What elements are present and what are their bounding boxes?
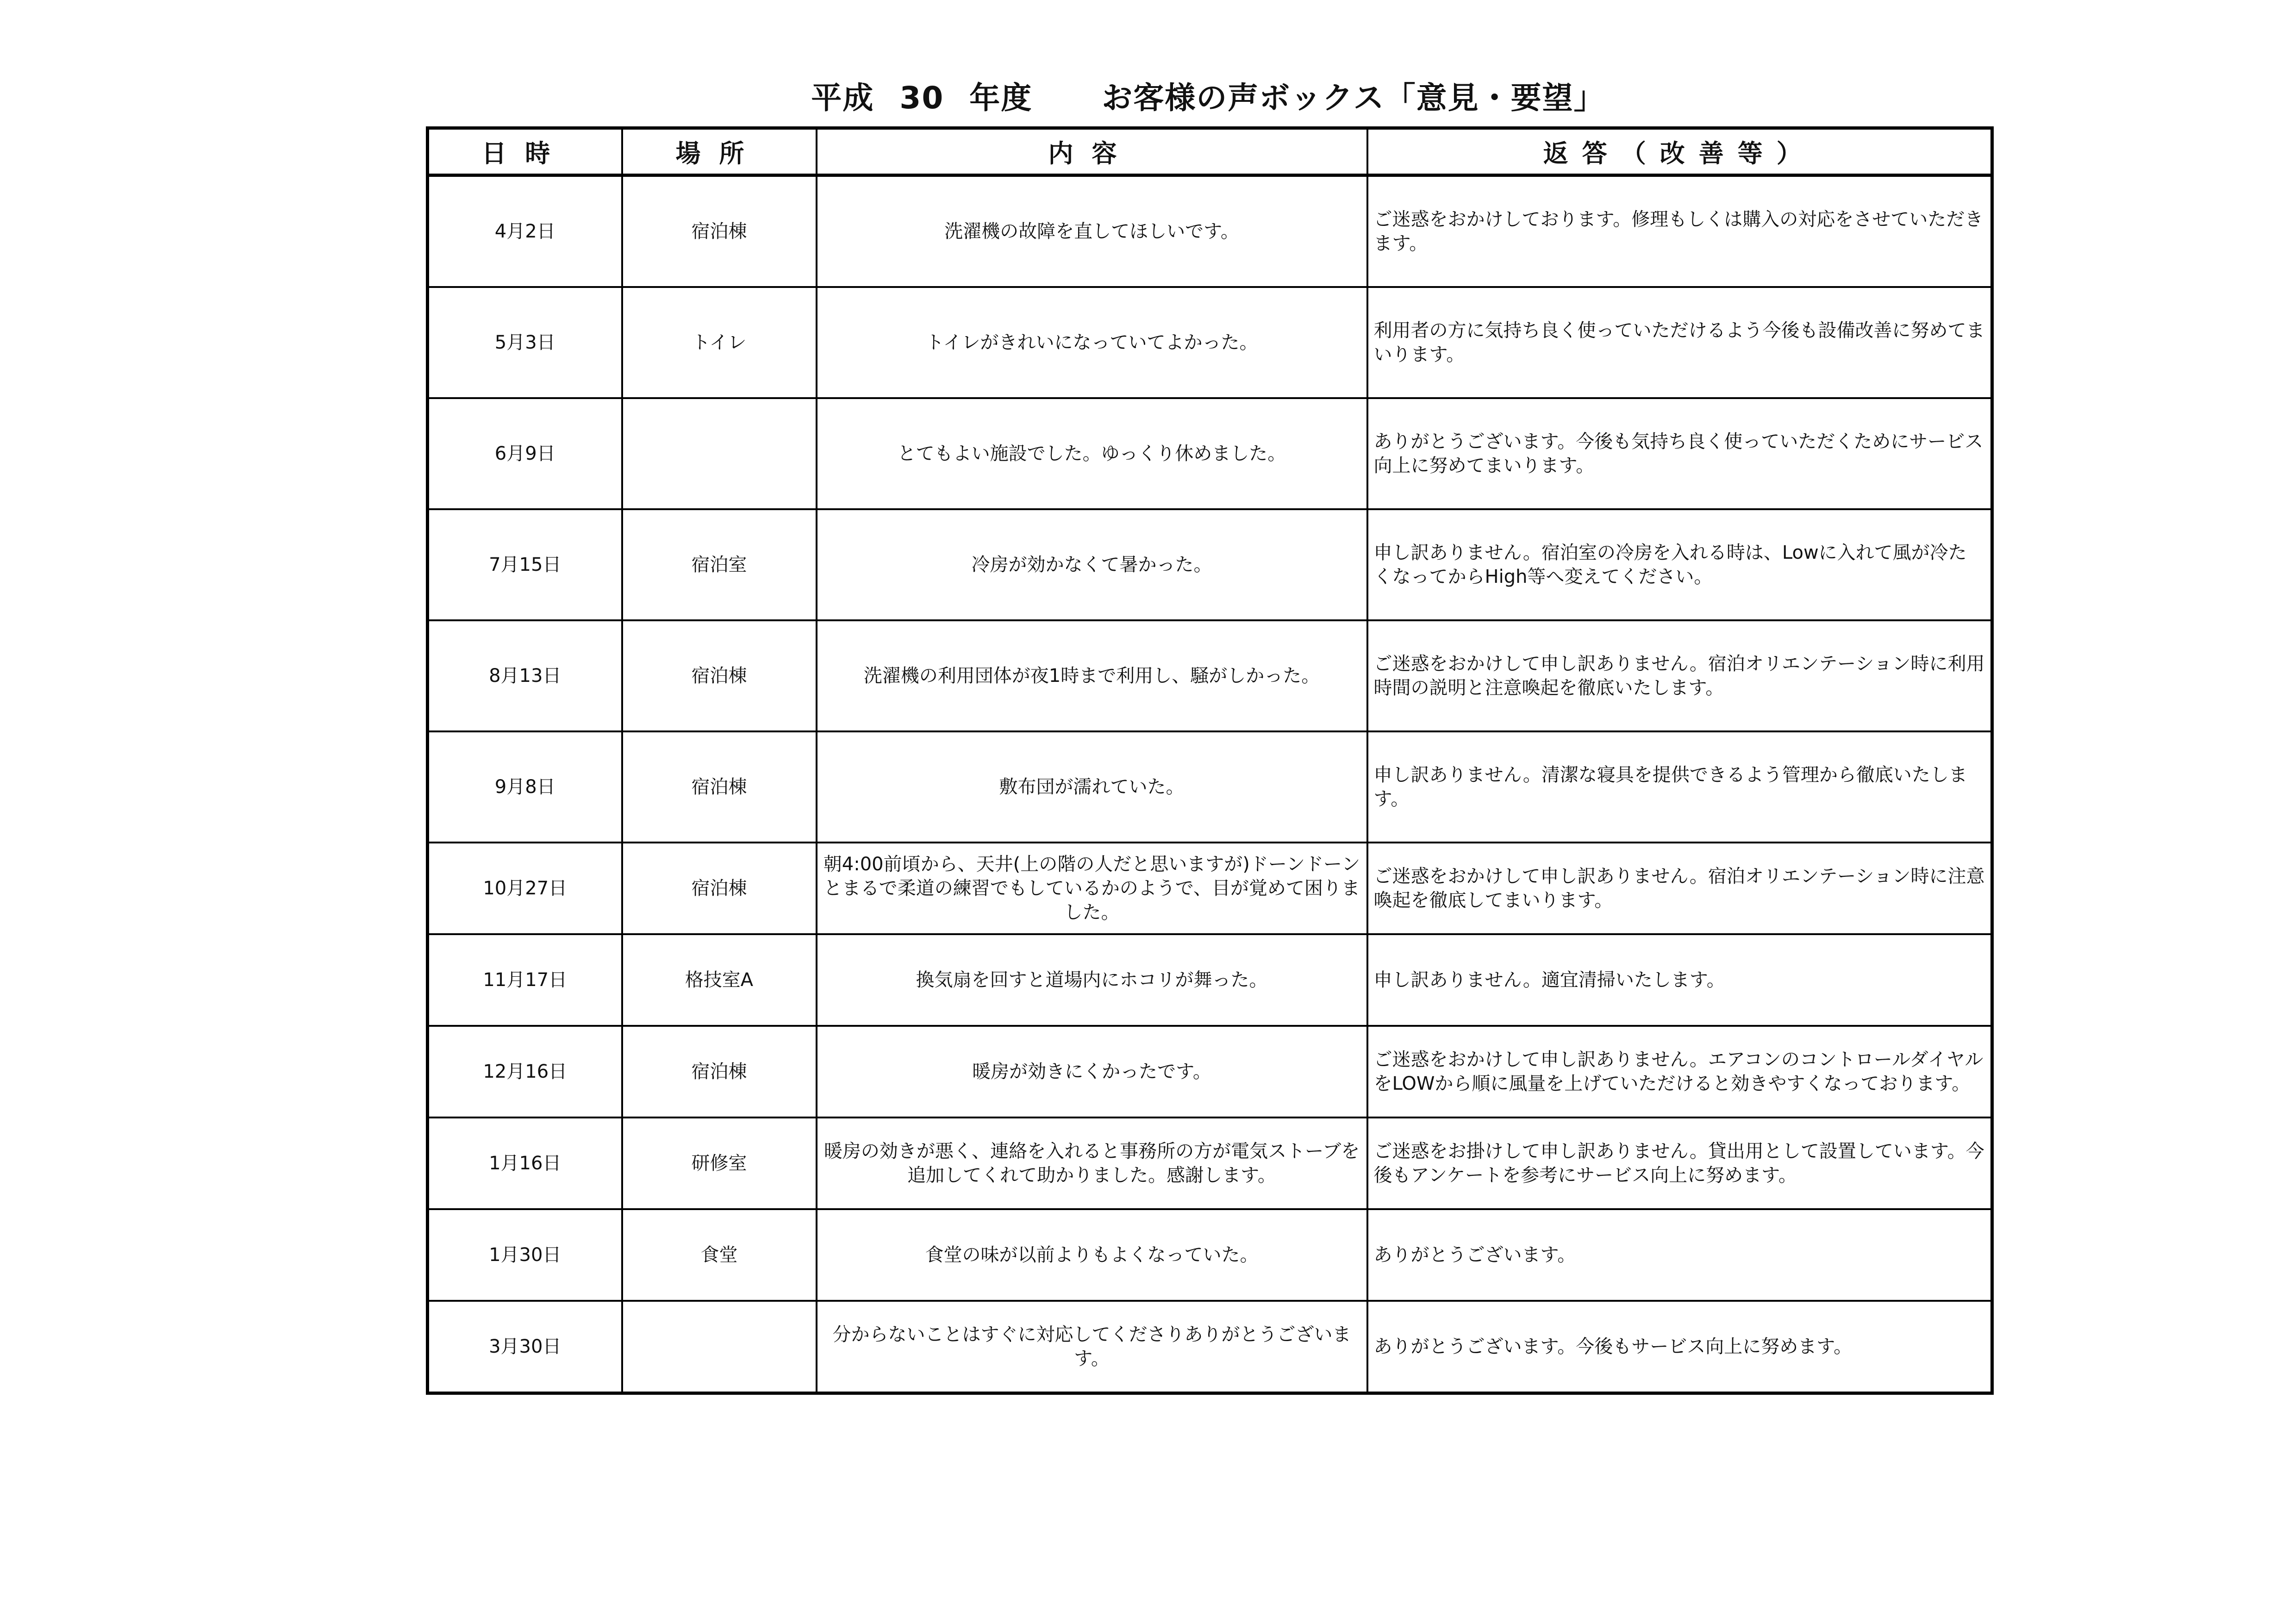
title-text: お客様の声ボックス「意見・要望」 <box>1102 80 1605 116</box>
row-date: 10月27日 <box>428 843 622 934</box>
row-reply: ご迷惑をお掛けして申し訳ありません。貸出用として設置しています。今後もアンケートを参考にサービス向上に努めます。 <box>1367 1117 1992 1209</box>
row-date: 4月2日 <box>428 175 622 287</box>
row-date: 3月30日 <box>428 1301 622 1393</box>
row-content: 朝4:00前頃から、天井(上の階の人だと思いますが)ドーンドーンとまるで柔道の練習でもしているかのようで、目が覚めて困りました。 <box>817 843 1367 934</box>
row-content: トイレがきれいになっていてよかった。 <box>817 287 1367 398</box>
row-place: 宿泊棟 <box>622 1026 817 1117</box>
table-row <box>428 620 1992 731</box>
row-reply: 申し訳ありません。適宜清掃いたします。 <box>1367 934 1992 1026</box>
row-date: 1月30日 <box>428 1209 622 1301</box>
row-reply: ありがとうございます。今後も気持ち良く使っていただくためにサービス向上に努めてまいります。 <box>1367 398 1992 509</box>
table-row <box>428 731 1992 843</box>
table-row <box>428 509 1992 620</box>
header-row <box>428 128 1992 175</box>
table-row <box>428 1301 1992 1393</box>
row-place: 宿泊室 <box>622 509 817 620</box>
row-content: とてもよい施設でした。ゆっくり休めました。 <box>817 398 1367 509</box>
row-reply: 利用者の方に気持ち良く使っていただけるよう今後も設備改善に努めてまいります。 <box>1367 287 1992 398</box>
row-content: 食堂の味が以前よりもよくなっていた。 <box>817 1209 1367 1301</box>
row-place: 宿泊棟 <box>622 843 817 934</box>
row-reply: ありがとうございます。今後もサービス向上に努めます。 <box>1367 1301 1992 1393</box>
row-place: トイレ <box>622 287 817 398</box>
row-reply: ご迷惑をおかけしております。修理もしくは購入の対応をさせていただきます。 <box>1367 175 1992 287</box>
row-content: 分からないことはすぐに対応してくださりありがとうございます。 <box>817 1301 1367 1393</box>
row-reply: ご迷惑をおかけして申し訳ありません。エアコンのコントロールダイヤルをLOWから順に風量を上げていただけると効きやすくなっております。 <box>1367 1026 1992 1117</box>
row-date: 7月15日 <box>428 509 622 620</box>
row-content: 暖房の効きが悪く、連絡を入れると事務所の方が電気ストーブを追加してくれて助かりました。感謝します。 <box>817 1117 1367 1209</box>
row-date: 12月16日 <box>428 1026 622 1117</box>
table-row <box>428 287 1992 398</box>
header-place: 場所 <box>622 128 817 175</box>
row-place: 宿泊棟 <box>622 175 817 287</box>
header-reply: 返答（改善等） <box>1367 128 1992 175</box>
row-date: 5月3日 <box>428 287 622 398</box>
table-row <box>428 843 1992 934</box>
row-place: 宿泊棟 <box>622 620 817 731</box>
page-title <box>426 69 1990 120</box>
row-reply: ご迷惑をおかけして申し訳ありません。宿泊オリエンテーション時に利用時間の説明と注意喚起を徹底いたします。 <box>1367 620 1992 731</box>
header-content: 内容 <box>817 128 1367 175</box>
row-place: 格技室A <box>622 934 817 1026</box>
fiscal-year: 平成 30 年度 <box>811 80 1033 116</box>
table-row <box>428 1209 1992 1301</box>
table-row <box>428 1026 1992 1117</box>
row-place <box>622 1301 817 1393</box>
row-date: 6月9日 <box>428 398 622 509</box>
row-date: 9月8日 <box>428 731 622 843</box>
feedback-table <box>426 126 1994 1395</box>
row-date: 11月17日 <box>428 934 622 1026</box>
row-content: 暖房が効きにくかったです。 <box>817 1026 1367 1117</box>
row-content: 洗濯機の利用団体が夜1時まで利用し、騒がしかった。 <box>817 620 1367 731</box>
header-date: 日時 <box>428 128 622 175</box>
row-content: 敷布団が濡れていた。 <box>817 731 1367 843</box>
table-row <box>428 1117 1992 1209</box>
row-place <box>622 398 817 509</box>
row-place: 食堂 <box>622 1209 817 1301</box>
row-place: 研修室 <box>622 1117 817 1209</box>
row-content: 冷房が効かなくて暑かった。 <box>817 509 1367 620</box>
row-reply: 申し訳ありません。宿泊室の冷房を入れる時は、Lowに入れて風が冷たくなってからHigh等へ変えてください。 <box>1367 509 1992 620</box>
row-reply: ありがとうございます。 <box>1367 1209 1992 1301</box>
row-reply: 申し訳ありません。清潔な寝具を提供できるよう管理から徹底いたします。 <box>1367 731 1992 843</box>
row-reply: ご迷惑をおかけして申し訳ありません。宿泊オリエンテーション時に注意喚起を徹底してまいります。 <box>1367 843 1992 934</box>
row-place: 宿泊棟 <box>622 731 817 843</box>
row-content: 洗濯機の故障を直してほしいです。 <box>817 175 1367 287</box>
table-row <box>428 934 1992 1026</box>
row-content: 換気扇を回すと道場内にホコリが舞った。 <box>817 934 1367 1026</box>
table-row <box>428 398 1992 509</box>
row-date: 1月16日 <box>428 1117 622 1209</box>
row-date: 8月13日 <box>428 620 622 731</box>
table-row <box>428 175 1992 287</box>
